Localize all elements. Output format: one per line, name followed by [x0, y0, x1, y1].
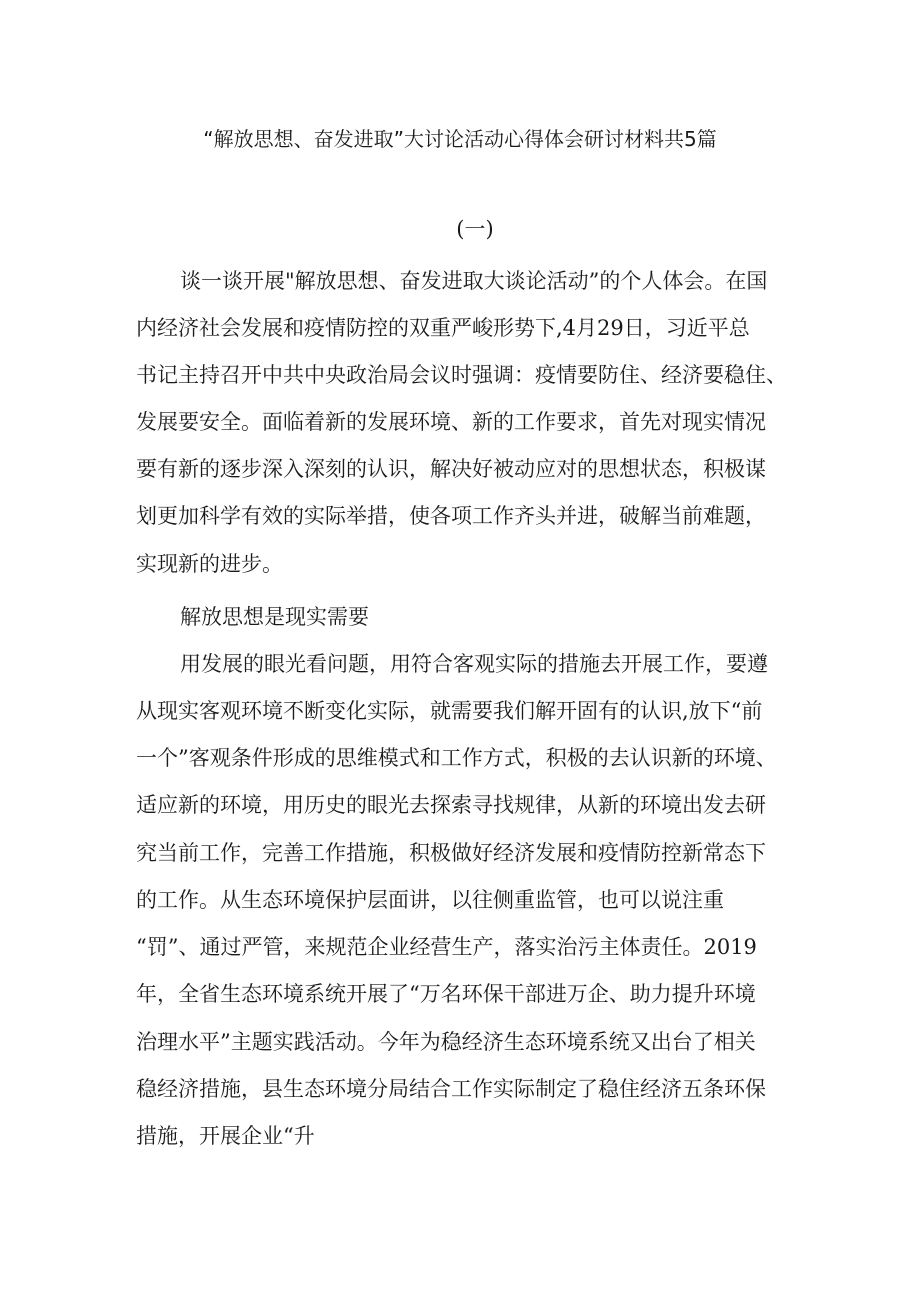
body-line: 措施，开展企业“升 — [136, 1124, 315, 1148]
body-line: 书记主持召开中共中央政治局会议时强调：疫情要防住、经济要稳住、 — [136, 363, 787, 387]
body-line: 内经济社会发展和疫情防控的双重严峻形势下,4月29日，习近平总 — [136, 316, 750, 340]
body-line: 发展要安全。面临着新的发展环境、新的工作要求，首先对现实情况 — [136, 410, 766, 434]
body-line: 适应新的环境，用历史的眼光去探索寻找规律，从新的环境出发去研 — [136, 793, 766, 817]
body-line: “罚”、通过严管，来规范企业经营生产，落实治污主体责任。2019 — [136, 935, 757, 959]
subheading: 解放思想是现实需要 — [180, 605, 369, 629]
body-line: 划更加科学有效的实际举措，使各项工作齐头并进，破解当前难题， — [136, 504, 766, 528]
body-line: 实现新的进步。 — [136, 552, 283, 576]
document-title: “解放思想、奋发进取”大讨论活动心得体会研讨材料共5篇 — [203, 127, 717, 151]
section-number: (一) — [456, 217, 494, 241]
body-line: 用发展的眼光看问题，用符合客观实际的措施去开展工作，要遵 — [180, 652, 768, 676]
body-line: 一个”客观条件形成的思维模式和工作方式，积极的去认识新的环境、 — [136, 746, 777, 770]
body-line: 年，全省生态环境系统开展了“万名环保干部进万企、助力提升环境 — [136, 982, 756, 1006]
body-line: 稳经济措施，县生态环境分局结合工作实际制定了稳住经济五条环保 — [136, 1077, 766, 1101]
body-line: 治理水平”主题实践活动。今年为稳经济生态环境系统又出台了相关 — [136, 1030, 756, 1054]
body-line: 的工作。从生态环境保护层面讲，以往侧重监管，也可以说注重 — [136, 888, 724, 912]
body-line: 要有新的逐步深入深刻的认识，解决好被动应对的思想状态，积极谋 — [136, 457, 766, 481]
body-line: 谈一谈开展"解放思想、奋发进取大谈论活动”的个人体会。在国 — [180, 269, 768, 293]
body-line: 从现实客观环境不断变化实际，就需要我们解开固有的认识,放下“前 — [136, 699, 763, 723]
body-line: 究当前工作，完善工作措施，积极做好经济发展和疫情防控新常态下 — [136, 841, 766, 865]
